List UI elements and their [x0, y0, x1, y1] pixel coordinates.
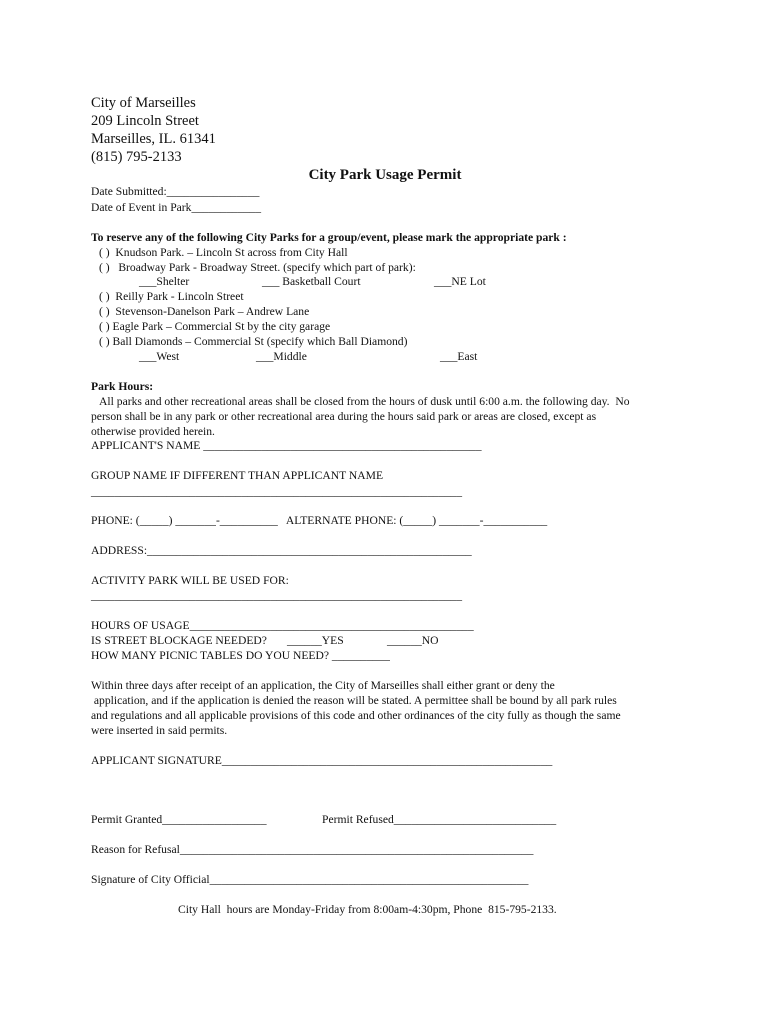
notice-text-1: Within three days after receipt of an application, the City of Marseilles shall either grant or deny the — [91, 679, 555, 692]
option-east-diamond[interactable]: ___East — [440, 350, 478, 363]
address-field[interactable]: ADDRESS:________________________________________________________ — [91, 544, 472, 557]
option-stevenson-danelson-park[interactable]: ( ) Stevenson-Danelson Park – Andrew Lane — [99, 305, 310, 318]
date-submitted-field[interactable]: Date Submitted:________________ — [91, 185, 260, 198]
notice-text-4: were inserted in said permits. — [91, 724, 228, 737]
city-official-signature-field[interactable]: Signature of City Official_______________________________________________________ — [91, 873, 529, 886]
picnic-tables-field[interactable]: HOW MANY PICNIC TABLES DO YOU NEED? __________ — [91, 649, 390, 662]
option-ball-diamonds[interactable]: ( ) Ball Diamonds – Commercial St (specify which Ball Diamond) — [99, 335, 408, 348]
option-reilly-park[interactable]: ( ) Reilly Park - Lincoln Street — [99, 290, 244, 303]
hours-of-usage-field[interactable]: HOURS OF USAGE_________________________________________________ — [91, 619, 474, 632]
park-hours-text-1: All parks and other recreational areas shall be closed from the hours of dusk until 6:00 a.m. the following day. No — [91, 395, 630, 408]
org-phone: (815) 795-2133 — [91, 149, 182, 165]
reason-for-refusal-field[interactable]: Reason for Refusal_____________________________________________________________ — [91, 843, 534, 856]
option-eagle-park[interactable]: ( ) Eagle Park – Commercial St by the city garage — [99, 320, 331, 333]
group-name-label: GROUP NAME IF DIFFERENT THAN APPLICANT NAME — [91, 469, 384, 482]
street-blockage-no[interactable]: ______NO — [387, 634, 439, 647]
document-title: City Park Usage Permit — [308, 167, 462, 183]
permit-granted-field[interactable]: Permit Granted__________________ — [91, 813, 267, 826]
option-basketball-court[interactable]: ___ Basketball Court — [262, 275, 361, 288]
option-shelter[interactable]: ___Shelter — [139, 275, 190, 288]
street-blockage-label: IS STREET BLOCKAGE NEEDED? — [91, 634, 267, 647]
group-name-field[interactable]: ________________________________________________________________ — [91, 485, 462, 498]
option-middle-diamond[interactable]: ___Middle — [256, 350, 307, 363]
notice-text-2: application, and if the application is denied the reason will be stated. A permittee shall be bound by all park rules — [91, 694, 617, 707]
permit-refused-field[interactable]: Permit Refused____________________________ — [322, 813, 557, 826]
park-hours-heading: Park Hours: — [91, 380, 154, 393]
activity-label: ACTIVITY PARK WILL BE USED FOR: — [91, 574, 289, 587]
city-hall-hours-footer: City Hall hours are Monday-Friday from 8:00am-4:30pm, Phone 815-795-2133. — [178, 903, 557, 916]
date-of-event-field[interactable]: Date of Event in Park____________ — [91, 201, 262, 214]
applicant-name-field[interactable]: APPLICANT'S NAME ________________________________________________ — [91, 439, 482, 452]
applicant-signature-field[interactable]: APPLICANT SIGNATURE_________________________________________________________ — [91, 754, 553, 767]
option-knudson-park[interactable]: ( ) Knudson Park. – Lincoln St across from City Hall — [99, 246, 348, 259]
option-broadway-park[interactable]: ( ) Broadway Park - Broadway Street. (specify which part of park): — [99, 261, 416, 274]
notice-text-3: and regulations and all applicable provisions of this code and other ordinances of the city fully as though the same — [91, 709, 621, 722]
street-blockage-yes[interactable]: ______YES — [287, 634, 344, 647]
org-city: Marseilles, IL. 61341 — [91, 131, 216, 147]
org-street: 209 Lincoln Street — [91, 113, 199, 129]
reserve-heading: To reserve any of the following City Parks for a group/event, please mark the appropriate park : — [91, 231, 567, 244]
park-hours-text-3: otherwise provided herein. — [91, 425, 215, 438]
option-ne-lot[interactable]: ___NE Lot — [434, 275, 486, 288]
phone-fields[interactable]: PHONE: (_____) _______-__________ ALTERNATE PHONE: (_____) _______-___________ — [91, 514, 548, 527]
option-west-diamond[interactable]: ___West — [139, 350, 180, 363]
activity-field[interactable]: ________________________________________________________________ — [91, 589, 462, 602]
park-hours-text-2: person shall be in any park or other recreational area during the hours said park or areas are closed, except as — [91, 410, 597, 423]
org-name: City of Marseilles — [91, 95, 196, 111]
